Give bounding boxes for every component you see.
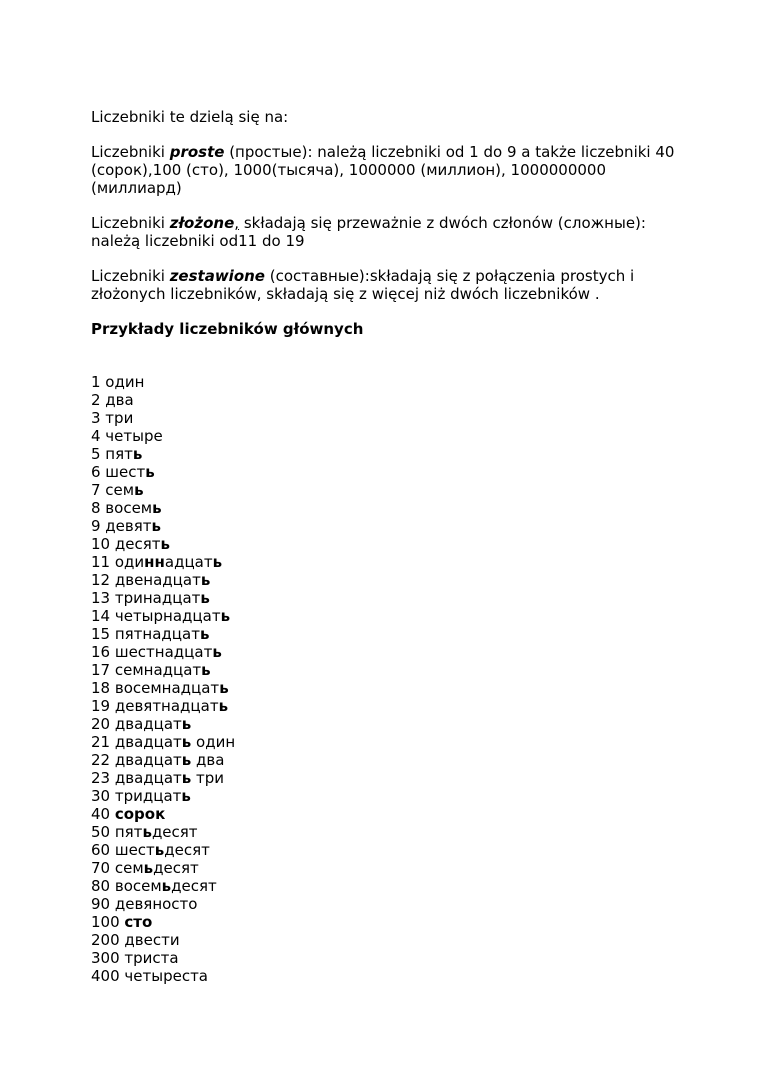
numeral-row [91, 625, 691, 643]
p2-comma: , [234, 214, 240, 232]
numeral-text: 13 тринадцат [91, 589, 201, 607]
numeral-bold-part: ь [200, 589, 210, 607]
numeral-row [91, 895, 691, 913]
p2-body: składają się przeważnie z dwóch członów (сложные): należą liczebniki od11 do 19 [91, 214, 646, 250]
numeral-bold-part: ь [201, 661, 211, 679]
numeral-text: десят [171, 877, 217, 895]
numeral-text: 4 четыре [91, 427, 163, 445]
p1-lead: Liczebniki [91, 143, 170, 161]
numeral-row [91, 661, 691, 679]
paragraph-zestawione [91, 267, 691, 303]
numeral-text: 6 шест [91, 463, 146, 481]
numeral-text: 1 один [91, 373, 145, 391]
numeral-text: 9 девят [91, 517, 152, 535]
numeral-bold-part: ь [220, 607, 231, 625]
numeral-row [91, 463, 691, 481]
numeral-text: 16 шестнадцат [91, 643, 213, 661]
numeral-text: 2 два [91, 391, 134, 409]
numeral-text: 60 шест [91, 841, 155, 859]
numeral-row [91, 877, 691, 895]
numeral-text: 18 восемнадцат [91, 679, 220, 697]
numeral-bold-part: сорок [114, 805, 166, 823]
numeral-row [91, 679, 691, 697]
numeral-row [91, 499, 691, 517]
numeral-row [91, 931, 691, 949]
numeral-text: 8 восем [91, 499, 153, 517]
numeral-row [91, 535, 691, 553]
numeral-row [91, 805, 691, 823]
numeral-text: десят [153, 859, 199, 877]
numeral-bold-part: ь [181, 769, 192, 787]
numeral-bold-part: ь [218, 697, 229, 715]
numeral-text: 23 двадцат [91, 769, 182, 787]
numeral-row [91, 409, 691, 427]
numeral-text: 100 [91, 913, 125, 931]
section-heading: Przykłady liczebników głównych [91, 320, 364, 338]
numeral-row [91, 913, 691, 931]
numeral-text: 30 тридцат [91, 787, 182, 805]
numeral-bold-part: ь [142, 823, 152, 841]
numeral-text: 40 [91, 805, 115, 823]
numeral-text: 12 двенадцат [91, 571, 201, 589]
numeral-bold-part: ь [181, 787, 191, 805]
numeral-bold-part: ь [212, 553, 223, 571]
numeral-text: 15 пятнадцат [91, 625, 200, 643]
numeral-row [91, 769, 691, 787]
numeral-row [91, 643, 691, 661]
numeral-row [91, 553, 691, 571]
numeral-row [91, 697, 691, 715]
numeral-text: 7 сем [91, 481, 135, 499]
numeral-row [91, 517, 691, 535]
numeral-bold-part: ь [134, 481, 144, 499]
numeral-bold-part: ь [152, 499, 162, 517]
numeral-bold-part: ь [161, 877, 172, 895]
numeral-bold-part: ь [154, 841, 165, 859]
numeral-row [91, 715, 691, 733]
numeral-text: 11 оди [91, 553, 145, 571]
document-content [91, 108, 691, 985]
paragraph-proste [91, 143, 691, 197]
numeral-row [91, 481, 691, 499]
numeral-list [91, 373, 691, 985]
numeral-text: 70 сем [91, 859, 144, 877]
numeral-row [91, 787, 691, 805]
numeral-bold-part: сто [124, 913, 153, 931]
term-zestawione: zestawione [169, 267, 265, 285]
numeral-text: 300 триста [91, 949, 179, 967]
numeral-bold-part: ь [151, 517, 162, 535]
numeral-row [91, 823, 691, 841]
numeral-text: десят [164, 841, 210, 859]
numeral-text: 22 двадцат [91, 751, 182, 769]
numeral-text: два [191, 751, 225, 769]
numeral-row [91, 859, 691, 877]
numeral-text: 20 двадцат [91, 715, 182, 733]
numeral-bold-part: ь [181, 715, 192, 733]
numeral-bold-part: ь [181, 751, 192, 769]
term-proste: proste [169, 143, 225, 161]
numeral-text: 80 восем [91, 877, 162, 895]
numeral-text: 5 пят [91, 445, 133, 463]
p1-body: (простые): należą liczebniki od 1 do 9 a także liczebniki 40 (сорок),100 (сто), 1000(тысяча), 1000000 (миллион), 1000000000 (миллиард) [91, 143, 675, 197]
numeral-bold-part: ь [212, 643, 222, 661]
numeral-bold-part: ь [200, 571, 211, 589]
numeral-text: адцат [164, 553, 213, 571]
numeral-text: 17 семнадцат [91, 661, 202, 679]
numeral-row [91, 589, 691, 607]
numeral-row [91, 391, 691, 409]
numeral-bold-part: ь [199, 625, 210, 643]
numeral-text: 400 четыреста [91, 967, 208, 985]
p3-body: (составные):składają się z połączenia prostych i złożonych liczebników, składają się z więcej niż dwóch liczebników . [91, 267, 635, 303]
numeral-bold-part: ь [160, 535, 170, 553]
numeral-row [91, 967, 691, 985]
numeral-text: 90 девяносто [91, 895, 198, 913]
numeral-row [91, 841, 691, 859]
p2-lead: Liczebniki [91, 214, 170, 232]
numeral-text: 19 девятнадцат [91, 697, 219, 715]
numeral-text: один [191, 733, 236, 751]
numeral-text: десят [151, 823, 198, 841]
numeral-row [91, 427, 691, 445]
numeral-row [91, 949, 691, 967]
numeral-bold-part: ь [132, 445, 143, 463]
numeral-row [91, 373, 691, 391]
p3-lead: Liczebniki [91, 267, 170, 285]
numeral-text: три [191, 769, 225, 787]
numeral-row [91, 571, 691, 589]
numeral-bold-part: ь [143, 859, 154, 877]
numeral-bold-part: ь [219, 679, 229, 697]
paragraph-zlozone [91, 214, 691, 250]
numeral-text: 14 четырнадцат [91, 607, 221, 625]
numeral-bold-part: нн [144, 553, 165, 571]
numeral-text: 50 пят [91, 823, 143, 841]
numeral-bold-part: ь [145, 463, 155, 481]
numeral-row [91, 445, 691, 463]
numeral-bold-part: ь [181, 733, 192, 751]
intro-text: Liczebniki te dzielą się na: [91, 108, 289, 126]
numeral-text: 21 двадцат [91, 733, 182, 751]
numeral-row [91, 751, 691, 769]
numeral-text: 200 двести [91, 931, 180, 949]
numeral-text: 3 три [91, 409, 134, 427]
numeral-row [91, 733, 691, 751]
term-zlozone: złożone [169, 214, 235, 232]
numeral-text: 10 десят [91, 535, 161, 553]
numeral-row [91, 607, 691, 625]
